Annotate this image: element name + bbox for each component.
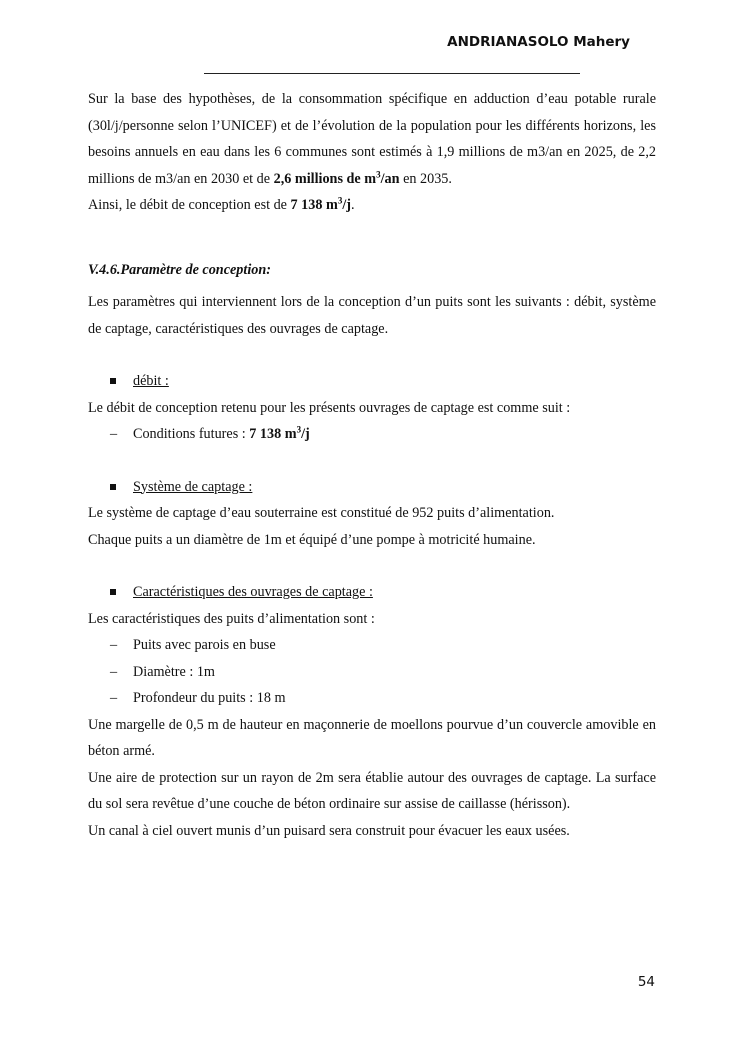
dash-icon: – (110, 637, 118, 653)
flow-end: . (350, 197, 355, 213)
paragraph-needs-bold (273, 168, 400, 187)
flow-text: Ainsi, le débit de conception est de (88, 197, 291, 213)
flow-bold (291, 197, 351, 213)
header-rule (204, 73, 580, 74)
dash-icon: – (110, 426, 118, 442)
caracteristiques-intro: Les caractéristiques des puits d’alimentation sont : (88, 610, 375, 627)
margelle-paragraph: Une margelle de 0,5 m de hauteur en maçonnerie de moellons pourvue d’un couvercle amovible en béton armé. (88, 716, 656, 759)
bold-sup: 3 (376, 168, 381, 179)
paragraph-needs-text: Sur la base des hypothèses, de la consommation spécifique en adduction d’eau potable rurale (30l/j/personne selon l’UNICEF) et de l’évolution de la population pour les différents horizons, les besoins annuels en eau dans les 6 communes sont estimés à 1,9 millions de m3/an en 2025, de 2,2 millions de m3/an en 2030 et de (88, 91, 656, 187)
debit-item-value (249, 426, 309, 442)
section-title: V.4.6.Paramètre de conception: (88, 261, 271, 278)
protection-paragraph: Une aire de protection sur un rayon de 2m sera établie autour des ouvrages de captage. La surface du sol sera revêtue d’une couche de béton ordinaire sur assise de caillasse (hérisson). (88, 769, 656, 812)
paragraph-needs (88, 86, 656, 192)
bullet-systeme (88, 474, 656, 501)
square-bullet-icon (110, 589, 116, 595)
list-item-text: Diamètre : 1m (133, 663, 215, 680)
systeme-line-1: Le système de captage d’eau souterraine est constitué de 952 puits d’alimentation. (88, 505, 555, 521)
section-intro: Les paramètres qui interviennent lors de la conception d’un puits sont les suivants : débit, système de captage, caractéristiques des ouvrages de captage. (88, 294, 656, 337)
list-item (88, 685, 656, 712)
flow-tail: /j (342, 197, 351, 213)
paragraph-needs-end: en 2035. (399, 170, 452, 187)
list-item-text: Puits avec parois en buse (133, 637, 276, 653)
dash-icon: – (110, 663, 118, 680)
dash-icon: – (110, 690, 118, 706)
square-bullet-icon (110, 484, 116, 490)
bold-value: 2,6 millions de m (273, 170, 377, 187)
bullet-debit-label: débit : (133, 373, 169, 389)
bullet-debit (88, 368, 656, 395)
header-author: ANDRIANASOLO Mahery (447, 34, 630, 50)
debit-text: Le débit de conception retenu pour les présents ouvrages de captage est comme suit : (88, 399, 571, 416)
flow-value: 7 138 m (290, 197, 338, 213)
flow-sup: 3 (337, 195, 343, 206)
debit-item-sup: 3 (296, 424, 302, 435)
list-item (88, 632, 656, 659)
canal-paragraph: Un canal à ciel ouvert munis d’un puisard sera construit pour évacuer les eaux usées. (88, 822, 570, 839)
systeme-line-2: Chaque puits a un diamètre de 1m et équipé d’une pompe à motricité humaine. (88, 531, 536, 548)
paragraph-flow (88, 192, 656, 219)
bold-tail: /an (380, 170, 400, 187)
bullet-caracteristiques (88, 579, 656, 606)
square-bullet-icon (110, 378, 116, 384)
debit-item-bold: 7 138 m (249, 426, 297, 442)
page-content (88, 86, 656, 844)
bullet-systeme-label: Système de captage : (133, 478, 253, 495)
list-item (88, 659, 656, 686)
page-number: 54 (637, 974, 655, 990)
debit-item-content (133, 421, 310, 448)
debit-item-label: Conditions futures : (133, 426, 250, 442)
bullet-caracteristiques-label: Caractéristiques des ouvrages de captage : (133, 584, 373, 600)
debit-item (88, 421, 656, 448)
list-item-text: Profondeur du puits : 18 m (133, 690, 286, 706)
debit-item-tail: /j (301, 426, 310, 442)
